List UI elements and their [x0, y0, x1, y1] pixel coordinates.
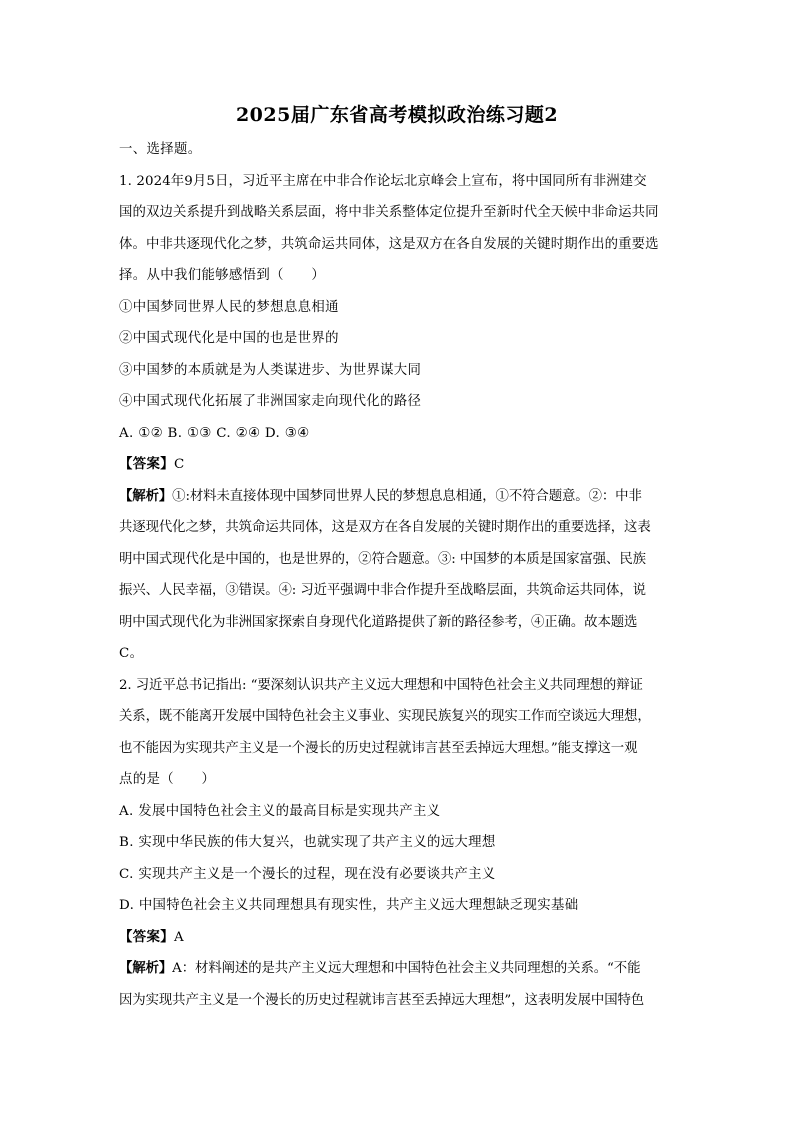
question-text-line: 关系，既不能离开发展中国特色社会主义事业、实现民族复兴的现实工作而空谈远大理想， — [119, 709, 651, 724]
answer-line — [119, 922, 675, 954]
answer-choices: A. ①② B. ①③ C. ②④ D. ③④ — [119, 425, 310, 441]
question-1 — [119, 166, 675, 670]
analysis-line: C。 — [119, 646, 144, 661]
question-2 — [119, 670, 675, 1017]
document-page — [119, 98, 675, 1016]
option-statement: ③中国梦的本质就是为人类谋进步、为世界谋大同 — [119, 362, 422, 378]
question-text-line: 国的双边关系提升到战略关系层面，将中非关系整体定位提升至新时代全天候中非命运共同 — [119, 205, 659, 220]
answer-value: A — [173, 929, 184, 945]
option-a: A. 发展中国特色社会主义的最高目标是实现共产主义 — [119, 803, 441, 819]
question-text-line: 1. 2024年9月5日，习近平主席在中非合作论坛北京峰会上宣布，将中国同所有非洲建交 — [119, 173, 647, 189]
analysis-text: A：材料阐述的是共产主义远大理想和中国特色社会主义共同理想的关系。“不能 — [172, 961, 641, 976]
question-text-line: 择。从中我们能够感悟到（ ） — [119, 268, 326, 283]
option-c: C. 实现共产主义是一个漫长的过程，现在没有必要谈共产主义 — [119, 866, 496, 882]
analysis-line: 明中国式现代化为非洲国家探索自身现代化道路提供了新的路径参考，④正确。故本题选 — [119, 614, 638, 630]
answer-label: 【答案】 — [119, 456, 174, 472]
answer-line — [119, 449, 675, 481]
question-text-line: 也不能因为实现共产主义是一个漫长的历史过程就讳言甚至丢掉远大理想。”能支撑这一观 — [119, 740, 638, 756]
analysis-line — [119, 481, 675, 513]
option-d: D. 中国特色社会主义共同理想具有现实性，共产主义远大理想缺乏现实基础 — [119, 898, 579, 913]
section-heading: 一、选择题。 — [119, 142, 202, 157]
option-b: B. 实现中华民族的伟大复兴，也就实现了共产主义的远大理想 — [119, 835, 496, 850]
question-text-line: 体。中非共逐现代化之梦，共筑命运共同体，这是双方在各自发展的关键时期作出的重要选 — [119, 236, 659, 252]
analysis-label: 【解析】 — [119, 487, 173, 504]
analysis-label: 【解析】 — [119, 960, 173, 976]
question-text-line: 点的是（ ） — [119, 772, 216, 787]
answer-label: 【答案】 — [119, 928, 174, 945]
analysis-line: 共逐现代化之梦，共筑命运共同体，这是双方在各自发展的关键时期作出的重要选择，这表 — [119, 520, 651, 535]
analysis-line — [119, 953, 675, 985]
analysis-text: ①:材料未直接体现中国梦同世界人民的梦想息息相通，①不符合题意。②：中非 — [172, 488, 642, 504]
option-statement: ②中国式现代化是中国的也是世界的 — [119, 331, 339, 346]
page-title: 2025届广东省高考模拟政治练习题2 — [235, 104, 559, 126]
question-text-line: 2. 习近平总书记指出: “要深刻认识共产主义远大理想和中国特色社会主义共同理想的辩证 — [119, 677, 643, 693]
analysis-line: 因为实现共产主义是一个漫长的历史过程就讳言甚至丢掉远大理想”，这表明发展中国特色 — [119, 992, 645, 1008]
answer-value: C — [173, 457, 185, 472]
option-statement: ①中国梦同世界人民的梦想息息相通 — [119, 299, 339, 315]
option-statement: ④中国式现代化拓展了非洲国家走向现代化的路径 — [119, 394, 422, 409]
analysis-line: 明中国式现代化是中国的，也是世界的，②符合题意。③: 中国梦的本质是国家富强、民族 — [119, 551, 646, 567]
analysis-line: 振兴、人民幸福，③错误。④: 习近平强调中非合作提升至战略层面，共筑命运共同体，说 — [119, 583, 646, 598]
